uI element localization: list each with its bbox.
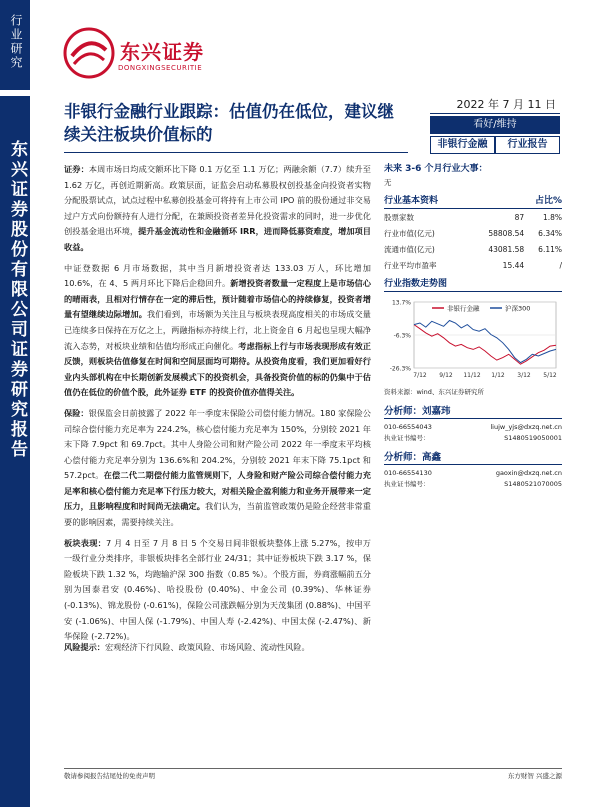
sidebar-firm-block bbox=[0, 96, 30, 807]
logo-en-text: DONGXINGSECURITIE bbox=[118, 64, 203, 72]
right-sidebar bbox=[384, 162, 562, 490]
basic-info-value: 87 bbox=[514, 212, 525, 222]
x-tick-label: 9/12 bbox=[439, 372, 453, 379]
securities-text: 本周市场日均成交额环比下降 0.1 万亿至 1.1 万亿；两融余额（7.7）续升至 1.62 万亿，再创近期新高。政策层面，证监会启动私募股权创投基金向投资者实物分配股票试点，试点过程中私募创投基金可将持有上市公司 IPO 前的股份通过非交易过户方式向份额持有人进行分配，在兼顾投资者差异化投资需求的同时，进一步优化创投基金退出环境， bbox=[64, 164, 371, 237]
basic-info-header bbox=[384, 194, 562, 209]
x-tick-label: 1/12 bbox=[491, 372, 505, 379]
basic-info-table bbox=[384, 209, 562, 273]
index-trend-chart bbox=[384, 296, 562, 384]
sector-performance-lead: 板块表现： bbox=[64, 537, 106, 548]
securities-bold: 提升基金流动性和金融循环 IRR，进而降低募资难度，增加项目收益。 bbox=[64, 226, 371, 252]
investor-text-2: 我们看到，市场额为关注且与板块表现高度相关的市场成交量已连续多日保持在万亿之上，两融指标亦持续上行，北上资金自 6 月起也呈现大幅净流入态势，对板块业绩和估值均形成正向催化。 bbox=[64, 309, 371, 351]
investor-bold-2: 考虑指标上行与市场表现形成有效正反馈，则板块估值修复在时间和空间层面均可期待。从投资角度看，我们更加看好行业内头部机构在中长期创新发展模式下的投资机会，具备投资价值的标的仍集中于估值仍在低位的价值个股，此外证券 ETF 的投资价值亦值得关注。 bbox=[64, 340, 371, 398]
analyst2-contact bbox=[384, 468, 562, 479]
sector-performance-text: 7 月 4 日至 7 月 8 日 5 个交易日间非银板块整体上涨 5.27%，按申万一级行业分类排序，非银板块排名全部行业 24/31；其中证券板块下跌 3.17 %，保险板块下跌 1.32 %，均跑输沪深 300 指数（0.85 %）。个股方面，券商涨幅前五分别为国泰君安 (0.46%)、哈投股份 (0.40%)、中金公司 (0.39%)、华林证券 (-0.13%)、锦龙股份 (-0.61%)，保险公司涨跌幅分别为天茂集团 (0.88%)、中国平安 (-1.06%)、中国人保 (-1.79%)、中国人寿 (-2.42%)、中国太保 (-2.47%)、新华保险 (-2.72%)。 bbox=[64, 537, 371, 642]
sidebar-category-block bbox=[0, 0, 30, 90]
basic-info-pct: 6.34% bbox=[538, 228, 562, 238]
logo-cn-text: 东兴证券 bbox=[120, 40, 204, 64]
investor-paragraph bbox=[64, 261, 371, 401]
basic-info-row bbox=[384, 225, 562, 241]
sector-tag: 非银行金融 bbox=[430, 136, 495, 154]
rating-badge: 看好/维持 bbox=[430, 116, 560, 134]
analyst2-email[interactable]: gaoxin@dxzq.net.cn bbox=[495, 469, 562, 477]
sidebar-category: 行业研究 bbox=[9, 14, 23, 70]
footer-disclaimer: 敬请参阅报告结尾处的免责声明 bbox=[64, 772, 155, 780]
insurance-bold: 在偿二代二期偿付能力监管规则下，人身险和财产险公司综合偿付能力充足率和核心偿付能力充足率下行压力较大，对相关险企盈利能力和业务开展带来一定压力，且影响程度和时间尚无法确定。 bbox=[64, 470, 371, 512]
x-tick-label: 7/12 bbox=[413, 372, 427, 379]
risk-lead: 风险提示： bbox=[64, 642, 105, 652]
report-date: 2022 年 7 月 11 日 bbox=[430, 96, 560, 114]
analyst1-cert-label: 执业证书编号： bbox=[384, 434, 430, 442]
basic-info-pct: / bbox=[559, 260, 562, 270]
analyst1-cert-row bbox=[384, 433, 562, 444]
x-tick-label: 11/12 bbox=[463, 372, 481, 379]
basic-info-row bbox=[384, 241, 562, 257]
basic-info-col: 占比% bbox=[534, 196, 562, 206]
basic-info-pct: 1.8% bbox=[542, 212, 562, 222]
analyst2-cert-row bbox=[384, 479, 562, 490]
basic-info-value: 15.44 bbox=[502, 260, 525, 270]
analyst2-title: 分析师：高鑫 bbox=[384, 450, 562, 465]
index-trend-svg bbox=[384, 296, 562, 384]
insurance-lead: 保险： bbox=[64, 407, 89, 418]
firm-logo bbox=[62, 26, 222, 82]
basic-info-title: 行业基本资料 bbox=[384, 196, 439, 206]
investor-text: 中证登数据 6 月市场数据，其中当月新增投资者达 133.03 万人，环比增加 10.6%，在 4、5 两月环比下降后企稳回升。 bbox=[64, 262, 371, 289]
forecast-title: 未来 3-6 个月行业大事： bbox=[384, 164, 488, 174]
basic-info-name: 行业平均市盈率 bbox=[384, 260, 437, 270]
report-title: 非银行金融行业跟踪：估值仍在低位，建议继续关注板块价值标的 bbox=[64, 102, 394, 144]
sidebar-firm-report: 东兴证券股份有限公司证券研究报告 bbox=[7, 140, 27, 460]
securities-paragraph bbox=[64, 162, 371, 256]
footer-divider bbox=[64, 768, 562, 769]
basic-info-row bbox=[384, 209, 562, 225]
basic-info-name: 股票家数 bbox=[384, 212, 414, 222]
forecast-value: 无 bbox=[384, 178, 392, 187]
analyst1-phone: 010-66554043 bbox=[384, 423, 432, 431]
analyst1-contact bbox=[384, 422, 562, 433]
basic-info-pct: 6.11% bbox=[538, 244, 562, 254]
risk-text: 宏观经济下行风险、政策风险、市场风险、流动性风险。 bbox=[104, 642, 310, 652]
analyst1-title: 分析师：刘嘉玮 bbox=[384, 404, 562, 419]
footer-slogan: 东方财智 兴盛之源 bbox=[507, 772, 562, 780]
y-tick-label: -26.3% bbox=[389, 365, 411, 373]
title-divider bbox=[64, 152, 408, 153]
chart-source: 资料来源：wind、东兴证券研究所 bbox=[384, 388, 484, 396]
firm-logo-icon bbox=[62, 26, 116, 80]
analyst1-cert: S1480519050001 bbox=[504, 434, 562, 442]
analyst2-cert: S1480521070005 bbox=[504, 480, 562, 488]
analyst2-cert-label: 执业证书编号： bbox=[384, 480, 430, 488]
meta-tags bbox=[430, 136, 560, 154]
report-meta bbox=[430, 96, 560, 154]
basic-info-value: 58808.54 bbox=[488, 228, 525, 238]
insurance-text: 银保监会日前披露了 2022 年一季度末保险公司偿付能力情况。180 家保险公司综合偿付能力充足率为 224.2%，核心偿付能力充足率为 150%，分别较 2021 年末下降 7.9pct 和 69.7pct。其中人身险公司和财产险公司 2022 年一季度末平均核心偿付能力充足率分别为 136.6%和 204.2%，分别较 2021 年末下降 75.1pct 和 57.2pct。 bbox=[64, 407, 371, 481]
securities-lead: 证券： bbox=[64, 164, 89, 174]
report-type-tag: 行业报告 bbox=[495, 136, 560, 154]
insurance-text-2: 我们认为，当前监管政策仍是险企经营非常重要的影响因素，需要持续关注。 bbox=[64, 501, 371, 528]
basic-info-value: 43081.58 bbox=[488, 244, 525, 254]
analyst2-phone: 010-66554130 bbox=[384, 469, 432, 477]
trend-header bbox=[384, 277, 562, 292]
trend-title: 行业指数走势图 bbox=[384, 279, 448, 289]
y-tick-label: -6.3% bbox=[393, 332, 411, 340]
x-tick-label: 5/12 bbox=[543, 372, 557, 379]
report-body bbox=[64, 162, 371, 650]
basic-info-row bbox=[384, 257, 562, 273]
y-tick-label: 13.7% bbox=[391, 299, 411, 307]
series-line-0 bbox=[414, 325, 556, 365]
investor-bold-1: 新增投资者数量一定程度上是市场信心的晴雨表，且相对行情存在一定的滞后性，预计随着市场信心的持续修复，投资者增量有望继续边际增加。 bbox=[64, 278, 371, 320]
legend-label-1: 沪深300 bbox=[505, 304, 531, 313]
basic-info-name: 流通市值(亿元) bbox=[384, 244, 435, 254]
sector-performance-paragraph bbox=[64, 536, 371, 645]
analyst1-email[interactable]: liujw_yjs@dxzq.net.cn bbox=[490, 423, 562, 431]
insurance-paragraph bbox=[64, 406, 371, 531]
series-line-1 bbox=[414, 321, 556, 363]
basic-info-name: 行业市值(亿元) bbox=[384, 228, 435, 238]
legend-label-0: 非银行金融 bbox=[447, 304, 480, 313]
risk-warning bbox=[64, 640, 371, 654]
x-tick-label: 3/12 bbox=[517, 372, 531, 379]
